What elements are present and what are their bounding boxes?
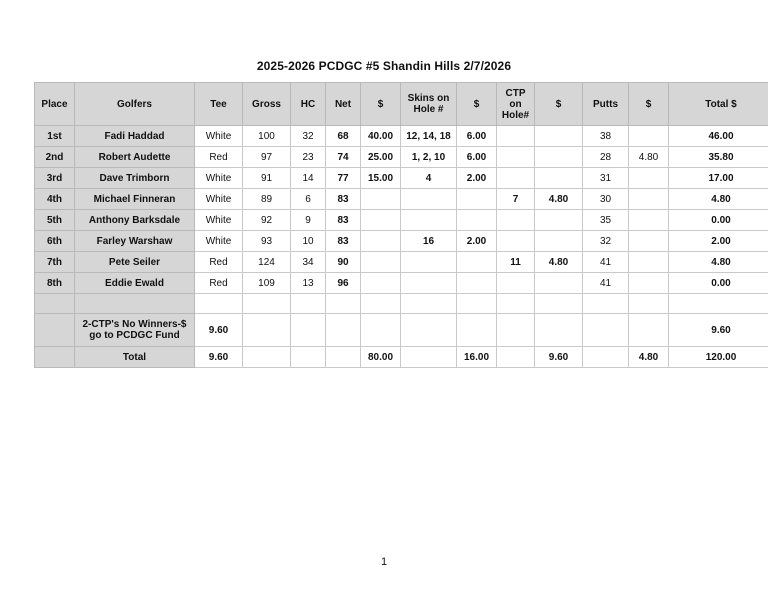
- cell-skins-hole: [401, 294, 457, 314]
- cell-hc: 32: [291, 126, 326, 147]
- cell-net: 83: [326, 189, 361, 210]
- cell-total: 2.00: [669, 231, 768, 252]
- col-header-putts: Putts: [583, 83, 629, 126]
- cell-skins-payout: 6.00: [457, 147, 497, 168]
- col-header-ctp-hole: CTP on Hole#: [497, 83, 535, 126]
- cell-place: 3rd: [35, 168, 75, 189]
- cell-golfers: 2-CTP's No Winners-$ go to PCDGC Fund: [75, 314, 195, 347]
- table-row: [35, 273, 768, 294]
- cell-skins-payout: [457, 273, 497, 294]
- cell-putts: [583, 314, 629, 347]
- cell-tee: 9.60: [195, 347, 243, 368]
- cell-total: 120.00: [669, 347, 768, 368]
- cell-tee: White: [195, 189, 243, 210]
- cell-skins-hole: 1, 2, 10: [401, 147, 457, 168]
- cell-net: 77: [326, 168, 361, 189]
- cell-ctp-payout: [535, 126, 583, 147]
- cell-putts-payout: [629, 231, 669, 252]
- cell-putts: 35: [583, 210, 629, 231]
- col-header-golfers: Golfers: [75, 83, 195, 126]
- table-row: [35, 189, 768, 210]
- cell-putts: 30: [583, 189, 629, 210]
- cell-skins-payout: [457, 210, 497, 231]
- cell-net: [326, 294, 361, 314]
- cell-skins-payout: 6.00: [457, 126, 497, 147]
- cell-golfers: Farley Warshaw: [75, 231, 195, 252]
- cell-total: 0.00: [669, 273, 768, 294]
- cell-ctp-hole: [497, 294, 535, 314]
- blank-row: [35, 294, 768, 314]
- cell-ctp-payout: [535, 294, 583, 314]
- cell-gross: [243, 314, 291, 347]
- cell-ctp-payout: [535, 314, 583, 347]
- cell-hc: 23: [291, 147, 326, 168]
- cell-total: 17.00: [669, 168, 768, 189]
- col-header-net-payout: $: [361, 83, 401, 126]
- cell-putts-payout: [629, 314, 669, 347]
- cell-net-payout: 15.00: [361, 168, 401, 189]
- cell-net-payout: [361, 252, 401, 273]
- table-row: [35, 252, 768, 273]
- cell-gross: [243, 347, 291, 368]
- cell-gross: 89: [243, 189, 291, 210]
- cell-net: 68: [326, 126, 361, 147]
- col-header-gross: Gross: [243, 83, 291, 126]
- cell-putts: 31: [583, 168, 629, 189]
- cell-net-payout: [361, 210, 401, 231]
- cell-golfers: Fadi Haddad: [75, 126, 195, 147]
- cell-hc: 34: [291, 252, 326, 273]
- table-row: [35, 126, 768, 147]
- cell-ctp-hole: 11: [497, 252, 535, 273]
- cell-ctp-payout: [535, 168, 583, 189]
- cell-place: 5th: [35, 210, 75, 231]
- cell-tee: White: [195, 126, 243, 147]
- cell-hc: 9: [291, 210, 326, 231]
- cell-skins-payout: [457, 189, 497, 210]
- cell-hc: [291, 314, 326, 347]
- cell-ctp-payout: 4.80: [535, 189, 583, 210]
- cell-ctp-hole: [497, 126, 535, 147]
- cell-hc: 14: [291, 168, 326, 189]
- cell-net-payout: [361, 189, 401, 210]
- cell-gross: 100: [243, 126, 291, 147]
- table-row: [35, 168, 768, 189]
- ctp-fund-row: [35, 314, 768, 347]
- cell-putts: [583, 347, 629, 368]
- cell-ctp-hole: [497, 147, 535, 168]
- cell-gross: 92: [243, 210, 291, 231]
- cell-putts: 32: [583, 231, 629, 252]
- cell-net-payout: 25.00: [361, 147, 401, 168]
- cell-net-payout: 40.00: [361, 126, 401, 147]
- cell-ctp-hole: 7: [497, 189, 535, 210]
- cell-hc: [291, 347, 326, 368]
- cell-tee: White: [195, 168, 243, 189]
- cell-place: 6th: [35, 231, 75, 252]
- cell-net: [326, 347, 361, 368]
- cell-place: 1st: [35, 126, 75, 147]
- cell-skins-payout: [457, 294, 497, 314]
- cell-skins-payout: [457, 252, 497, 273]
- cell-golfers: Eddie Ewald: [75, 273, 195, 294]
- cell-skins-hole: [401, 273, 457, 294]
- cell-skins-hole: 16: [401, 231, 457, 252]
- cell-net-payout: [361, 231, 401, 252]
- cell-ctp-payout: 4.80: [535, 252, 583, 273]
- total-row: [35, 347, 768, 368]
- cell-tee: Red: [195, 273, 243, 294]
- cell-putts-payout: [629, 168, 669, 189]
- table-row: [35, 210, 768, 231]
- page-number: 1: [380, 556, 388, 568]
- cell-skins-payout: 2.00: [457, 168, 497, 189]
- cell-ctp-payout: [535, 210, 583, 231]
- cell-place: 4th: [35, 189, 75, 210]
- cell-putts: 41: [583, 273, 629, 294]
- cell-skins-hole: [401, 347, 457, 368]
- cell-golfers: [75, 294, 195, 314]
- table-row: [35, 147, 768, 168]
- col-header-ctp-payout: $: [535, 83, 583, 126]
- cell-putts-payout: [629, 210, 669, 231]
- cell-gross: 109: [243, 273, 291, 294]
- cell-tee: [195, 294, 243, 314]
- cell-total: [669, 294, 768, 314]
- cell-net-payout: [361, 294, 401, 314]
- cell-putts-payout: [629, 189, 669, 210]
- cell-tee: Red: [195, 147, 243, 168]
- col-header-total: Total $: [669, 83, 768, 126]
- cell-skins-hole: [401, 252, 457, 273]
- cell-net: 83: [326, 231, 361, 252]
- cell-putts: 38: [583, 126, 629, 147]
- cell-gross: 97: [243, 147, 291, 168]
- cell-hc: [291, 294, 326, 314]
- cell-skins-hole: [401, 210, 457, 231]
- cell-ctp-payout: [535, 231, 583, 252]
- cell-golfers: Michael Finneran: [75, 189, 195, 210]
- cell-hc: 10: [291, 231, 326, 252]
- cell-place: [35, 314, 75, 347]
- cell-total: 4.80: [669, 189, 768, 210]
- cell-ctp-hole: [497, 210, 535, 231]
- cell-skins-hole: [401, 314, 457, 347]
- cell-tee: White: [195, 231, 243, 252]
- cell-golfers: Robert Audette: [75, 147, 195, 168]
- col-header-skins-payout: $: [457, 83, 497, 126]
- cell-total: 9.60: [669, 314, 768, 347]
- col-header-tee: Tee: [195, 83, 243, 126]
- cell-ctp-hole: [497, 168, 535, 189]
- cell-place: [35, 347, 75, 368]
- table-row: [35, 231, 768, 252]
- cell-place: 8th: [35, 273, 75, 294]
- cell-net: 83: [326, 210, 361, 231]
- cell-skins-hole: 4: [401, 168, 457, 189]
- cell-gross: 124: [243, 252, 291, 273]
- cell-ctp-payout: [535, 273, 583, 294]
- cell-place: 2nd: [35, 147, 75, 168]
- cell-total: 35.80: [669, 147, 768, 168]
- cell-putts: 28: [583, 147, 629, 168]
- page-title: 2025-2026 PCDGC #5 Shandin Hills 2/7/2026: [256, 59, 512, 73]
- cell-total: 0.00: [669, 210, 768, 231]
- cell-net: 74: [326, 147, 361, 168]
- col-header-skins-hole: Skins on Hole #: [401, 83, 457, 126]
- cell-ctp-hole: [497, 347, 535, 368]
- cell-place: [35, 294, 75, 314]
- cell-net-payout: [361, 314, 401, 347]
- cell-putts: 41: [583, 252, 629, 273]
- cell-putts-payout: [629, 252, 669, 273]
- cell-ctp-payout: [535, 147, 583, 168]
- cell-golfers: Total: [75, 347, 195, 368]
- cell-total: 46.00: [669, 126, 768, 147]
- col-header-hc: HC: [291, 83, 326, 126]
- cell-skins-payout: [457, 314, 497, 347]
- cell-putts-payout: [629, 126, 669, 147]
- col-header-place: Place: [35, 83, 75, 126]
- cell-net-payout: 80.00: [361, 347, 401, 368]
- cell-tee: White: [195, 210, 243, 231]
- cell-ctp-hole: [497, 273, 535, 294]
- cell-ctp-hole: [497, 314, 535, 347]
- cell-putts-payout: 4.80: [629, 347, 669, 368]
- cell-net: 96: [326, 273, 361, 294]
- cell-total: 4.80: [669, 252, 768, 273]
- cell-net: 90: [326, 252, 361, 273]
- cell-net: [326, 314, 361, 347]
- cell-tee: 9.60: [195, 314, 243, 347]
- cell-golfers: Anthony Barksdale: [75, 210, 195, 231]
- header-row: [35, 83, 768, 126]
- cell-tee: Red: [195, 252, 243, 273]
- cell-net-payout: [361, 273, 401, 294]
- cell-gross: 91: [243, 168, 291, 189]
- cell-skins-hole: 12, 14, 18: [401, 126, 457, 147]
- cell-gross: [243, 294, 291, 314]
- cell-putts-payout: 4.80: [629, 147, 669, 168]
- cell-hc: 6: [291, 189, 326, 210]
- cell-hc: 13: [291, 273, 326, 294]
- cell-gross: 93: [243, 231, 291, 252]
- cell-golfers: Dave Trimborn: [75, 168, 195, 189]
- cell-golfers: Pete Seiler: [75, 252, 195, 273]
- cell-place: 7th: [35, 252, 75, 273]
- cell-putts-payout: [629, 294, 669, 314]
- results-table: [34, 82, 768, 368]
- cell-skins-hole: [401, 189, 457, 210]
- col-header-net: Net: [326, 83, 361, 126]
- cell-ctp-payout: 9.60: [535, 347, 583, 368]
- col-header-putts-payout: $: [629, 83, 669, 126]
- cell-skins-payout: 2.00: [457, 231, 497, 252]
- cell-putts: [583, 294, 629, 314]
- cell-ctp-hole: [497, 231, 535, 252]
- cell-skins-payout: 16.00: [457, 347, 497, 368]
- cell-putts-payout: [629, 273, 669, 294]
